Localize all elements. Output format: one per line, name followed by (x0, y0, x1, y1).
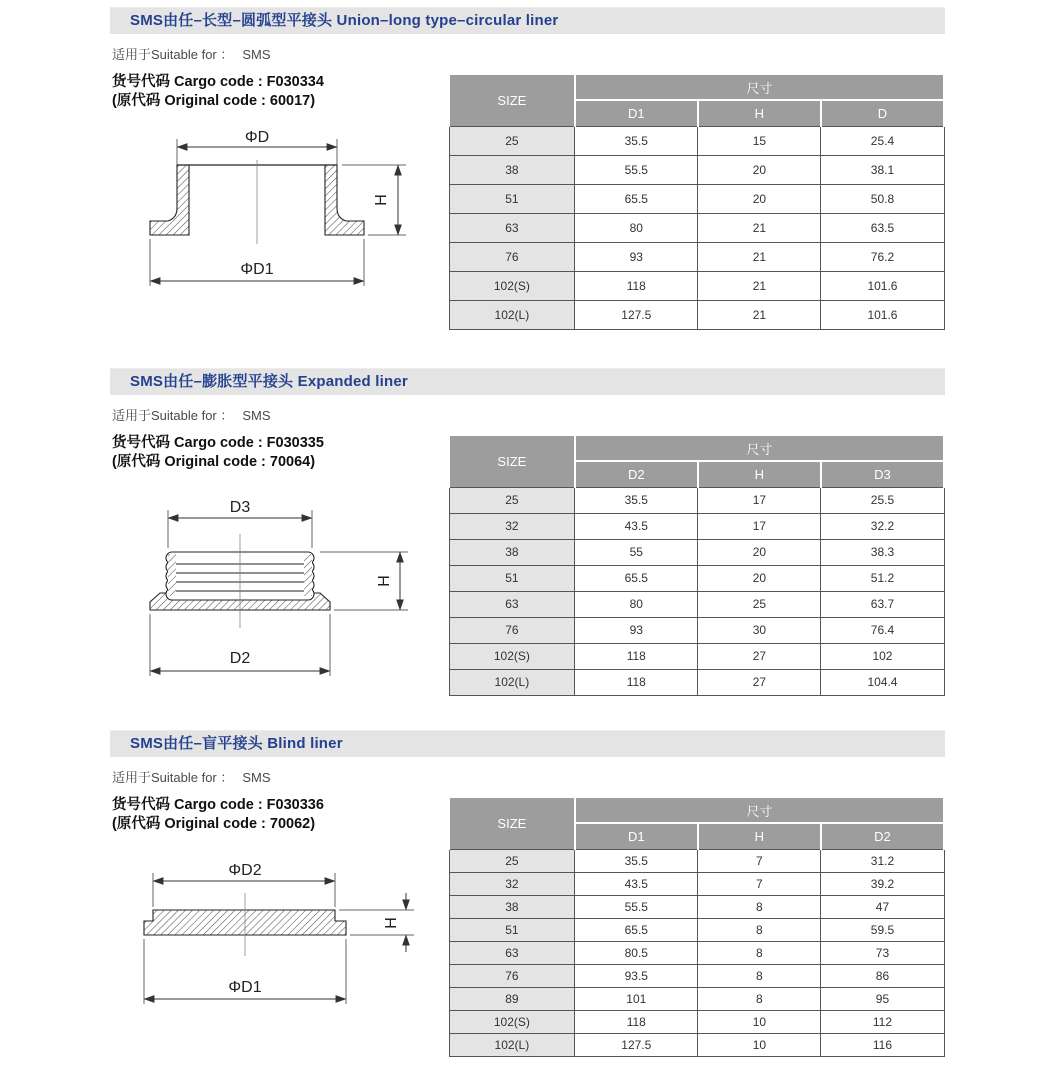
dim-label-height: H (373, 194, 390, 206)
size-cell: 102(L) (449, 1033, 575, 1056)
suitable-for-value: SMS (242, 770, 271, 785)
suitable-for-line (112, 405, 271, 424)
value-cell: 43.5 (575, 872, 698, 895)
value-cell: 65.5 (575, 918, 698, 941)
size-cell: 38 (449, 155, 575, 184)
column-header: H (698, 823, 821, 849)
table-row (449, 513, 944, 539)
size-cell: 102(L) (449, 300, 575, 329)
column-header: D1 (575, 823, 698, 849)
value-cell: 10 (698, 1010, 821, 1033)
technical-drawing-blind-liner (120, 855, 430, 1020)
size-cell: 63 (449, 591, 575, 617)
cargo-code-line: 货号代码 Cargo code : F030336 (112, 797, 324, 813)
value-cell: 21 (698, 300, 821, 329)
size-cell: 76 (449, 964, 575, 987)
size-cell: 76 (449, 242, 575, 271)
table-row (449, 591, 944, 617)
table-row (449, 184, 944, 213)
section-union-long-circular-liner (110, 7, 945, 361)
value-cell: 8 (698, 987, 821, 1010)
table-row (449, 213, 944, 242)
column-header: D3 (821, 461, 944, 487)
dim-label-bottom: ΦD1 (240, 261, 274, 278)
table-row (449, 539, 944, 565)
value-cell: 55.5 (575, 155, 698, 184)
value-cell: 20 (698, 565, 821, 591)
value-cell: 55 (575, 539, 698, 565)
column-header: H (698, 461, 821, 487)
value-cell: 38.1 (821, 155, 944, 184)
value-cell: 127.5 (575, 300, 698, 329)
table-row (449, 617, 944, 643)
column-header: D (821, 100, 944, 126)
suitable-for-label: 适用于Suitable for ： (112, 408, 234, 423)
size-cell: 51 (449, 184, 575, 213)
value-cell: 95 (821, 987, 944, 1010)
table-row (449, 872, 944, 895)
dimension-table (448, 434, 945, 696)
size-cell: 51 (449, 565, 575, 591)
table-row (449, 1033, 944, 1056)
value-cell: 51.2 (821, 565, 944, 591)
table-row (449, 643, 944, 669)
suitable-for-line (112, 44, 271, 63)
value-cell: 21 (698, 242, 821, 271)
dim-label-top: ΦD2 (228, 862, 262, 879)
value-cell: 25.4 (821, 126, 944, 155)
value-cell: 15 (698, 126, 821, 155)
table-header (449, 797, 944, 849)
column-header: H (698, 100, 821, 126)
table-body (449, 126, 944, 329)
section-title: SMS由任–膨胀型平接头 Expanded liner (130, 373, 408, 390)
value-cell: 112 (821, 1010, 944, 1033)
value-cell: 76.2 (821, 242, 944, 271)
value-cell: 30 (698, 617, 821, 643)
table-row (449, 565, 944, 591)
size-header-cell: SIZE (449, 74, 575, 126)
size-cell: 38 (449, 895, 575, 918)
table-row (449, 487, 944, 513)
value-cell: 35.5 (575, 849, 698, 872)
value-cell: 20 (698, 539, 821, 565)
table-body (449, 487, 944, 695)
table-row (449, 895, 944, 918)
blind-liner-cross-section (120, 855, 430, 1015)
size-cell: 32 (449, 513, 575, 539)
size-cell: 25 (449, 487, 575, 513)
cargo-code-line: 货号代码 Cargo code : F030335 (112, 435, 324, 451)
suitable-for-value: SMS (242, 408, 271, 423)
table-row (449, 271, 944, 300)
section-title: SMS由任–长型–圆弧型平接头 Union–long type–circular liner (130, 12, 559, 29)
union-liner-cross-section (120, 125, 430, 300)
code-block (112, 796, 324, 834)
section-header-bar (110, 7, 945, 34)
size-cell: 76 (449, 617, 575, 643)
size-header-cell: SIZE (449, 435, 575, 487)
suitable-for-label: 适用于Suitable for ： (112, 770, 234, 785)
size-cell: 102(L) (449, 669, 575, 695)
table-row (449, 669, 944, 695)
original-code-line: (原代码 Original code : 70064) (112, 454, 316, 470)
table-row (449, 987, 944, 1010)
dim-header-cell: 尺寸 (575, 797, 944, 823)
value-cell: 116 (821, 1033, 944, 1056)
dim-label-top: D3 (229, 499, 251, 516)
dim-header-cell: 尺寸 (575, 74, 944, 100)
table-row (449, 126, 944, 155)
value-cell: 118 (575, 271, 698, 300)
column-header: D1 (575, 100, 698, 126)
value-cell: 8 (698, 964, 821, 987)
table-row (449, 849, 944, 872)
size-cell: 38 (449, 539, 575, 565)
value-cell: 101.6 (821, 271, 944, 300)
value-cell: 55.5 (575, 895, 698, 918)
size-cell: 102(S) (449, 1010, 575, 1033)
value-cell: 80 (575, 213, 698, 242)
size-cell: 63 (449, 213, 575, 242)
dim-label-top: ΦD (244, 129, 270, 146)
value-cell: 118 (575, 643, 698, 669)
size-cell: 102(S) (449, 643, 575, 669)
value-cell: 80.5 (575, 941, 698, 964)
value-cell: 43.5 (575, 513, 698, 539)
table-row (449, 300, 944, 329)
value-cell: 8 (698, 918, 821, 941)
suitable-for-value: SMS (242, 47, 271, 62)
value-cell: 38.3 (821, 539, 944, 565)
value-cell: 8 (698, 895, 821, 918)
value-cell: 59.5 (821, 918, 944, 941)
value-cell: 118 (575, 669, 698, 695)
expanded-liner-cross-section (120, 490, 430, 690)
size-cell: 51 (449, 918, 575, 941)
cargo-code-line: 货号代码 Cargo code : F030334 (112, 74, 324, 90)
technical-drawing-expanded-liner (120, 490, 430, 695)
suitable-for-label: 适用于Suitable for ： (112, 47, 234, 62)
value-cell: 80 (575, 591, 698, 617)
table-row (449, 242, 944, 271)
value-cell: 35.5 (575, 126, 698, 155)
code-block (112, 434, 324, 472)
value-cell: 50.8 (821, 184, 944, 213)
table-row (449, 155, 944, 184)
value-cell: 32.2 (821, 513, 944, 539)
dimension-table (448, 796, 945, 1057)
section-title: SMS由任–盲平接头 Blind liner (130, 735, 343, 752)
value-cell: 93.5 (575, 964, 698, 987)
value-cell: 21 (698, 213, 821, 242)
value-cell: 63.5 (821, 213, 944, 242)
table-row (449, 964, 944, 987)
section-expanded-liner (110, 368, 945, 723)
size-cell: 102(S) (449, 271, 575, 300)
value-cell: 31.2 (821, 849, 944, 872)
value-cell: 65.5 (575, 565, 698, 591)
value-cell: 7 (698, 872, 821, 895)
size-cell: 63 (449, 941, 575, 964)
size-header-cell: SIZE (449, 797, 575, 849)
value-cell: 17 (698, 487, 821, 513)
dim-label-height: H (376, 575, 393, 587)
size-cell: 25 (449, 849, 575, 872)
value-cell: 20 (698, 184, 821, 213)
original-code-line: (原代码 Original code : 70062) (112, 816, 316, 832)
dim-label-bottom: D2 (229, 650, 251, 667)
value-cell: 127.5 (575, 1033, 698, 1056)
dim-label-bottom: ΦD1 (228, 979, 262, 996)
size-cell: 25 (449, 126, 575, 155)
value-cell: 93 (575, 617, 698, 643)
value-cell: 86 (821, 964, 944, 987)
value-cell: 63.7 (821, 591, 944, 617)
value-cell: 25 (698, 591, 821, 617)
original-code-line: (原代码 Original code : 60017) (112, 93, 316, 109)
value-cell: 8 (698, 941, 821, 964)
value-cell: 73 (821, 941, 944, 964)
value-cell: 25.5 (821, 487, 944, 513)
value-cell: 47 (821, 895, 944, 918)
code-block (112, 73, 324, 111)
dim-header-cell: 尺寸 (575, 435, 944, 461)
value-cell: 39.2 (821, 872, 944, 895)
value-cell: 7 (698, 849, 821, 872)
value-cell: 101 (575, 987, 698, 1010)
technical-drawing-union-liner (120, 125, 430, 305)
table-row (449, 941, 944, 964)
dimension-table (448, 73, 945, 330)
value-cell: 27 (698, 643, 821, 669)
table-header (449, 435, 944, 487)
table-row (449, 918, 944, 941)
suitable-for-line (112, 767, 271, 786)
value-cell: 20 (698, 155, 821, 184)
section-blind-liner (110, 730, 945, 1062)
table-body (449, 849, 944, 1056)
section-header-bar (110, 368, 945, 395)
size-cell: 89 (449, 987, 575, 1010)
table-row (449, 1010, 944, 1033)
size-cell: 32 (449, 872, 575, 895)
value-cell: 101.6 (821, 300, 944, 329)
value-cell: 27 (698, 669, 821, 695)
value-cell: 104.4 (821, 669, 944, 695)
value-cell: 10 (698, 1033, 821, 1056)
value-cell: 35.5 (575, 487, 698, 513)
value-cell: 102 (821, 643, 944, 669)
dim-label-height: H (383, 917, 400, 929)
column-header: D2 (821, 823, 944, 849)
value-cell: 65.5 (575, 184, 698, 213)
table-header (449, 74, 944, 126)
column-header: D2 (575, 461, 698, 487)
value-cell: 118 (575, 1010, 698, 1033)
section-header-bar (110, 730, 945, 757)
value-cell: 17 (698, 513, 821, 539)
value-cell: 21 (698, 271, 821, 300)
value-cell: 93 (575, 242, 698, 271)
value-cell: 76.4 (821, 617, 944, 643)
